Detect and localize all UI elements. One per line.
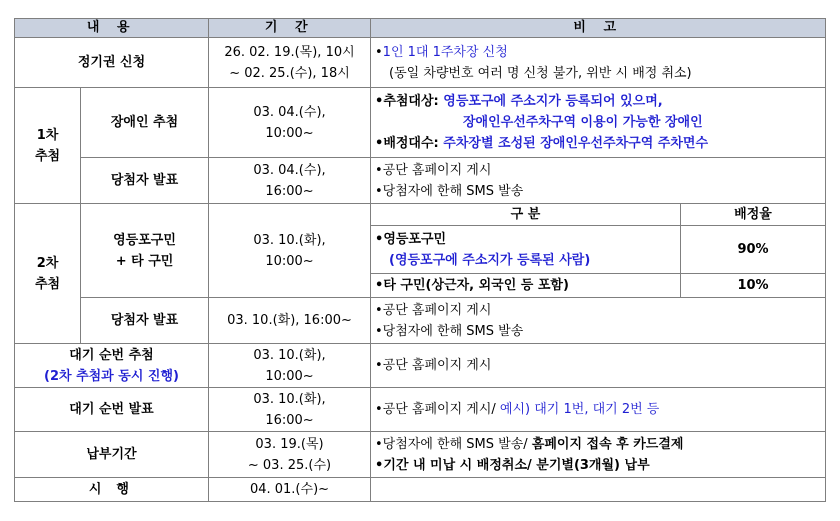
first-draw-period: 03. 04.(수), 10:00~: [209, 88, 371, 158]
payment-period: 03. 19.(목) ~ 03. 25.(수): [209, 432, 371, 478]
waitlist-draw-label: 대기 순번 추첨 (2차 추첨과 동시 진행): [15, 344, 209, 388]
payment-label: 납부기간: [15, 432, 209, 478]
enforce-label: 시 행: [15, 478, 209, 502]
regular-label: 정기권 신청: [15, 38, 209, 88]
waitlist-draw-period: 03. 10.(화), 10:00~: [209, 344, 371, 388]
second-col-ratio: 배정율: [681, 204, 826, 226]
second-col-category: 구 분: [371, 204, 681, 226]
header-row: [15, 19, 826, 38]
second-draw-label: 영등포구민 + 타 구민: [81, 204, 209, 298]
payment-row: [15, 432, 826, 478]
regular-note: •1인 1대 1주차장 신청 (동일 차량번호 여러 명 신청 불가, 위반 시 배정 취소): [371, 38, 826, 88]
enforce-note: [371, 478, 826, 502]
first-draw-label: 장애인 추첨: [81, 88, 209, 158]
first-announce-label: 당첨자 발표: [81, 158, 209, 204]
first-draw-row: [15, 88, 826, 158]
second-announce-period: 03. 10.(화), 16:00~: [209, 298, 371, 344]
second-draw-row: [15, 204, 826, 226]
waitlist-announce-note: •공단 홈페이지 게시/ 예시) 대기 1번, 대기 2번 등: [371, 388, 826, 432]
waitlist-announce-label: 대기 순번 발표: [15, 388, 209, 432]
waitlist-draw-row: [15, 344, 826, 388]
second-announce-label: 당첨자 발표: [81, 298, 209, 344]
waitlist-announce-period: 03. 10.(화), 16:00~: [209, 388, 371, 432]
enforce-row: [15, 478, 826, 502]
second-announce-note: •공단 홈페이지 게시 •당첨자에 한해 SMS 발송: [371, 298, 826, 344]
schedule-table: [14, 18, 826, 502]
waitlist-draw-note: •공단 홈페이지 게시: [371, 344, 826, 388]
regular-period: 26. 02. 19.(목), 10시 ~ 02. 25.(수), 18시: [209, 38, 371, 88]
first-draw-note: •추첨대상: 영등포구에 주소지가 등록되어 있으며, 장애인우선주차구역 이용이 가능한 장애인 •배정대수: 주차장별 조성된 장애인우선주차구역 주차면수: [371, 88, 826, 158]
first-announce-note: •공단 홈페이지 게시 •당첨자에 한해 SMS 발송: [371, 158, 826, 204]
waitlist-announce-row: [15, 388, 826, 432]
header-content: 내 용: [15, 19, 209, 38]
payment-note: •당첨자에 한해 SMS 발송/ 홈페이지 접속 후 카드결제 •기간 내 미납 시 배정취소/ 분기별(3개월) 납부: [371, 432, 826, 478]
second-row2-label: •타 구민(상근자, 외국인 등 포함): [371, 274, 681, 298]
second-draw-period: 03. 10.(화), 10:00~: [209, 204, 371, 298]
second-announce-row: [15, 298, 826, 344]
second-row1-label: •영등포구민 (영등포구에 주소지가 등록된 사람): [371, 226, 681, 274]
second-row1-ratio: 90%: [681, 226, 826, 274]
header-note: 비 고: [371, 19, 826, 38]
first-announce-period: 03. 04.(수), 16:00~: [209, 158, 371, 204]
first-group-label: 1차 추첨: [15, 88, 81, 204]
second-row2-ratio: 10%: [681, 274, 826, 298]
first-announce-row: [15, 158, 826, 204]
regular-row: [15, 38, 826, 88]
header-period: 기 간: [209, 19, 371, 38]
second-group-label: 2차 추첨: [15, 204, 81, 344]
enforce-period: 04. 01.(수)~: [209, 478, 371, 502]
